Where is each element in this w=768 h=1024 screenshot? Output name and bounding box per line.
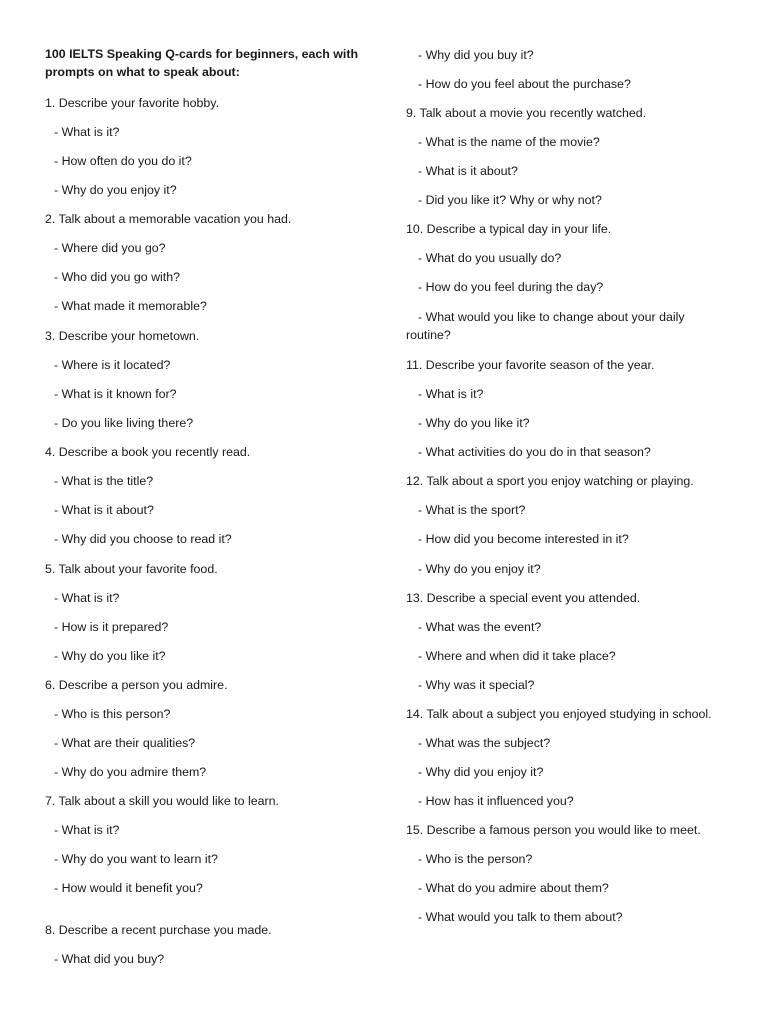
card-prompt: - How do you feel during the day? [418, 280, 604, 294]
card-prompt: - Why did you enjoy it? [418, 765, 544, 779]
card-prompt: - How often do you do it? [54, 154, 192, 168]
card-prompt: - Where did you go? [54, 241, 166, 255]
card-prompt: - What would you like to change about your daily routine? [406, 310, 685, 342]
card-prompt: - How is it prepared? [54, 620, 169, 634]
card-heading: 3. Describe your hometown. [45, 329, 200, 343]
card-heading: 1. Describe your favorite hobby. [45, 96, 220, 110]
card-heading: 9. Talk about a movie you recently watched. [406, 106, 647, 120]
card-prompt: - Why do you admire them? [54, 765, 207, 779]
card-prompt: - Do you like living there? [54, 416, 194, 430]
card-heading: 6. Describe a person you admire. [45, 678, 228, 692]
card-prompt: - What is the title? [54, 474, 154, 488]
card-heading: 10. Describe a typical day in your life. [406, 222, 612, 236]
card-prompt: - Why was it special? [418, 678, 535, 692]
card-prompt: - Where and when did it take place? [418, 649, 616, 663]
card-prompt: - What is it about? [54, 503, 154, 517]
card-heading: 8. Describe a recent purchase you made. [45, 923, 272, 937]
card-prompt: - What is it about? [418, 164, 518, 178]
card-prompt: - Why do you like it? [418, 416, 530, 430]
document-title: 100 IELTS Speaking Q-cards for beginners, each with prompts on what to speak about: [45, 47, 359, 79]
card-prompt: - What made it memorable? [54, 299, 207, 313]
card-prompt: - Who is this person? [54, 707, 171, 721]
card-prompt: - What is it? [54, 823, 120, 837]
card-prompt: - Why do you enjoy it? [54, 183, 177, 197]
card-prompt: - What activities do you do in that season? [418, 445, 651, 459]
card-prompt: - How would it benefit you? [54, 881, 203, 895]
card-heading: 14. Talk about a subject you enjoyed studying in school. [406, 707, 712, 721]
card-prompt: - How did you become interested in it? [418, 532, 629, 546]
card-prompt: - What is the sport? [418, 503, 526, 517]
card-prompt: - What is it? [54, 591, 120, 605]
card-prompt: - Where is it located? [54, 358, 171, 372]
card-heading: 11. Describe your favorite season of the year. [406, 358, 655, 372]
card-prompt: - Why do you like it? [54, 649, 166, 663]
card-prompt: - What do you admire about them? [418, 881, 609, 895]
card-prompt: - What are their qualities? [54, 736, 196, 750]
card-prompt: - Why did you buy it? [418, 48, 534, 62]
card-prompt: - What is it? [418, 387, 484, 401]
card-prompt: - How has it influenced you? [418, 794, 574, 808]
card-prompt: - What is it? [54, 125, 120, 139]
card-heading: 4. Describe a book you recently read. [45, 445, 251, 459]
card-heading: 2. Talk about a memorable vacation you had. [45, 212, 292, 226]
card-prompt: - What was the subject? [418, 736, 551, 750]
card-prompt: - How do you feel about the purchase? [418, 77, 631, 91]
card-prompt: - Why do you enjoy it? [418, 562, 541, 576]
card-prompt: - What do you usually do? [418, 251, 562, 265]
card-prompt: - Who did you go with? [54, 270, 181, 284]
card-prompt: - Who is the person? [418, 852, 533, 866]
card-heading: 7. Talk about a skill you would like to learn. [45, 794, 279, 808]
card-prompt: - What was the event? [418, 620, 542, 634]
card-prompt: - What did you buy? [54, 952, 165, 966]
card-heading: 5. Talk about your favorite food. [45, 562, 218, 576]
card-prompt: - What would you talk to them about? [418, 910, 623, 924]
card-prompt: - Why did you choose to read it? [54, 532, 232, 546]
card-prompt: - What is the name of the movie? [418, 135, 600, 149]
card-heading: 13. Describe a special event you attended. [406, 591, 641, 605]
card-prompt: - Why do you want to learn it? [54, 852, 218, 866]
card-prompt: - Did you like it? Why or why not? [418, 193, 602, 207]
card-heading: 15. Describe a famous person you would like to meet. [406, 823, 701, 837]
card-prompt: - What is it known for? [54, 387, 177, 401]
card-heading: 12. Talk about a sport you enjoy watching or playing. [406, 474, 694, 488]
